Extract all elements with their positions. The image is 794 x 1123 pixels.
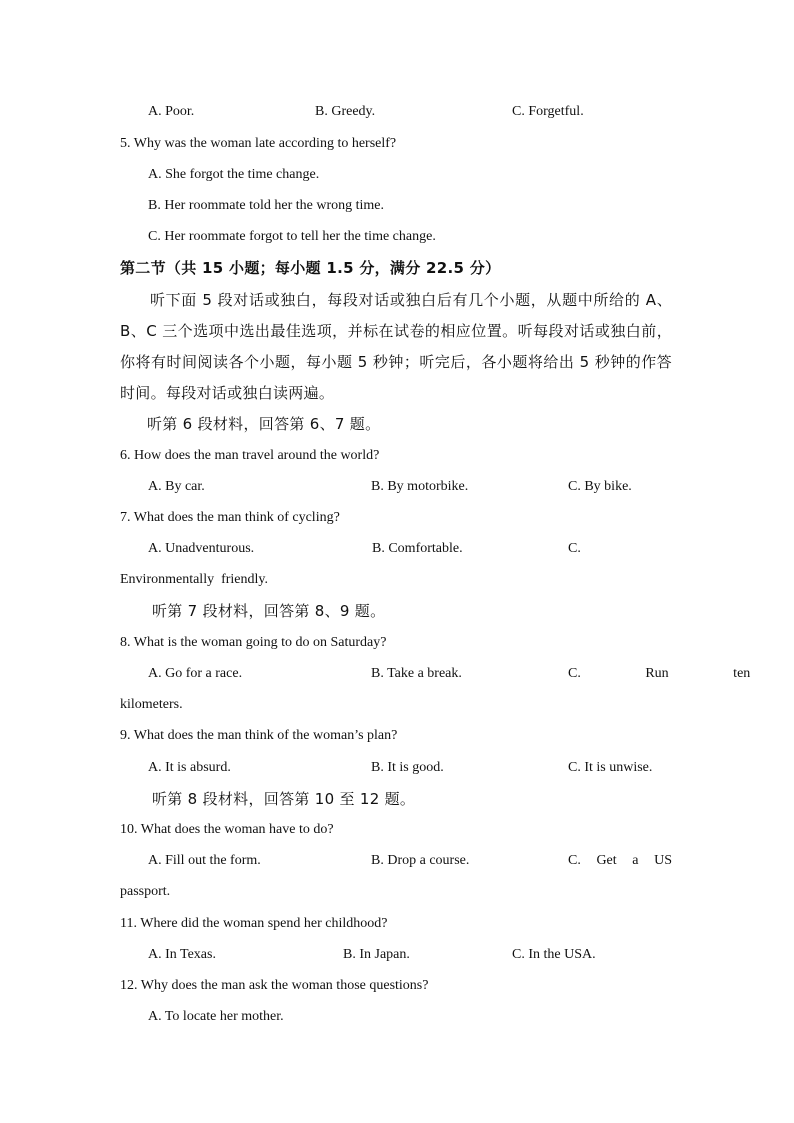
section-heading: 第二节（共 15 小题；每小题 1.5 分，满分 22.5 分） [120, 259, 501, 277]
q5-question: 5. Why was the woman late according to herself? [120, 136, 397, 151]
q8-question: 8. What is the woman going to do on Saturday? [120, 635, 387, 650]
q10-option-c-prefix: C. Get a US [568, 853, 672, 868]
q12-question: 12. Why does the man ask the woman those questions? [120, 978, 429, 993]
q4-option-c: C. Forgetful. [512, 104, 584, 119]
q6-option-b: B. By motorbike. [371, 479, 469, 494]
instructions-line-4: 时间。每段对话或独白读两遍。 [120, 384, 335, 402]
q12-option-a: A. To locate her mother. [148, 1009, 284, 1024]
q11-question: 11. Where did the woman spend her childhood? [120, 916, 388, 931]
instructions-line-1: 听下面 5 段对话或独白，每段对话或独白后有几个小题，从题中所给的 A、 [150, 291, 672, 309]
q10-option-c-text: passport. [120, 884, 171, 899]
q10-option-a: A. Fill out the form. [148, 853, 261, 868]
q6-option-c: C. By bike. [568, 479, 632, 494]
q8-option-c-text: kilometers. [120, 697, 183, 712]
q5-option-b: B. Her roommate told her the wrong time. [148, 198, 384, 213]
material-7-label: 听第 7 段材料，回答第 8、9 题。 [152, 602, 386, 620]
q7-question: 7. What does the man think of cycling? [120, 510, 340, 525]
material-6-label: 听第 6 段材料，回答第 6、7 题。 [147, 415, 381, 433]
material-8-label: 听第 8 段材料，回答第 10 至 12 题。 [152, 790, 416, 808]
q5-option-c: C. Her roommate forgot to tell her the time change. [148, 229, 436, 244]
q8-option-b: B. Take a break. [371, 666, 462, 681]
q11-option-a: A. In Texas. [148, 947, 216, 962]
q9-option-b: B. It is good. [371, 760, 444, 775]
q8-option-c-prefix: C. Run ten [568, 666, 751, 681]
q10-option-b: B. Drop a course. [371, 853, 470, 868]
q9-question: 9. What does the man think of the woman’s plan? [120, 728, 398, 743]
q7-option-c-text: Environmentally friendly. [120, 572, 268, 587]
q9-option-c: C. It is unwise. [568, 760, 653, 775]
q6-option-a: A. By car. [148, 479, 205, 494]
q11-option-b: B. In Japan. [343, 947, 410, 962]
q8-option-a: A. Go for a race. [148, 666, 243, 681]
q9-option-a: A. It is absurd. [148, 760, 231, 775]
q4-option-a: A. Poor. [148, 104, 195, 119]
q11-option-c: C. In the USA. [512, 947, 596, 962]
q7-option-b: B. Comfortable. [372, 541, 463, 556]
q7-option-a: A. Unadventurous. [148, 541, 255, 556]
instructions-line-2: B、C 三个选项中选出最佳选项，并标在试卷的相应位置。听每段对话或独白前， [120, 322, 672, 340]
q6-question: 6. How does the man travel around the world? [120, 448, 380, 463]
q5-option-a: A. She forgot the time change. [148, 167, 320, 182]
instructions-line-3: 你将有时间阅读各个小题，每小题 5 秒钟；听完后，各小题将给出 5 秒钟的作答 [120, 353, 672, 371]
q10-question: 10. What does the woman have to do? [120, 822, 334, 837]
q7-option-c-prefix: C. [568, 541, 581, 556]
q4-option-b: B. Greedy. [315, 104, 376, 119]
